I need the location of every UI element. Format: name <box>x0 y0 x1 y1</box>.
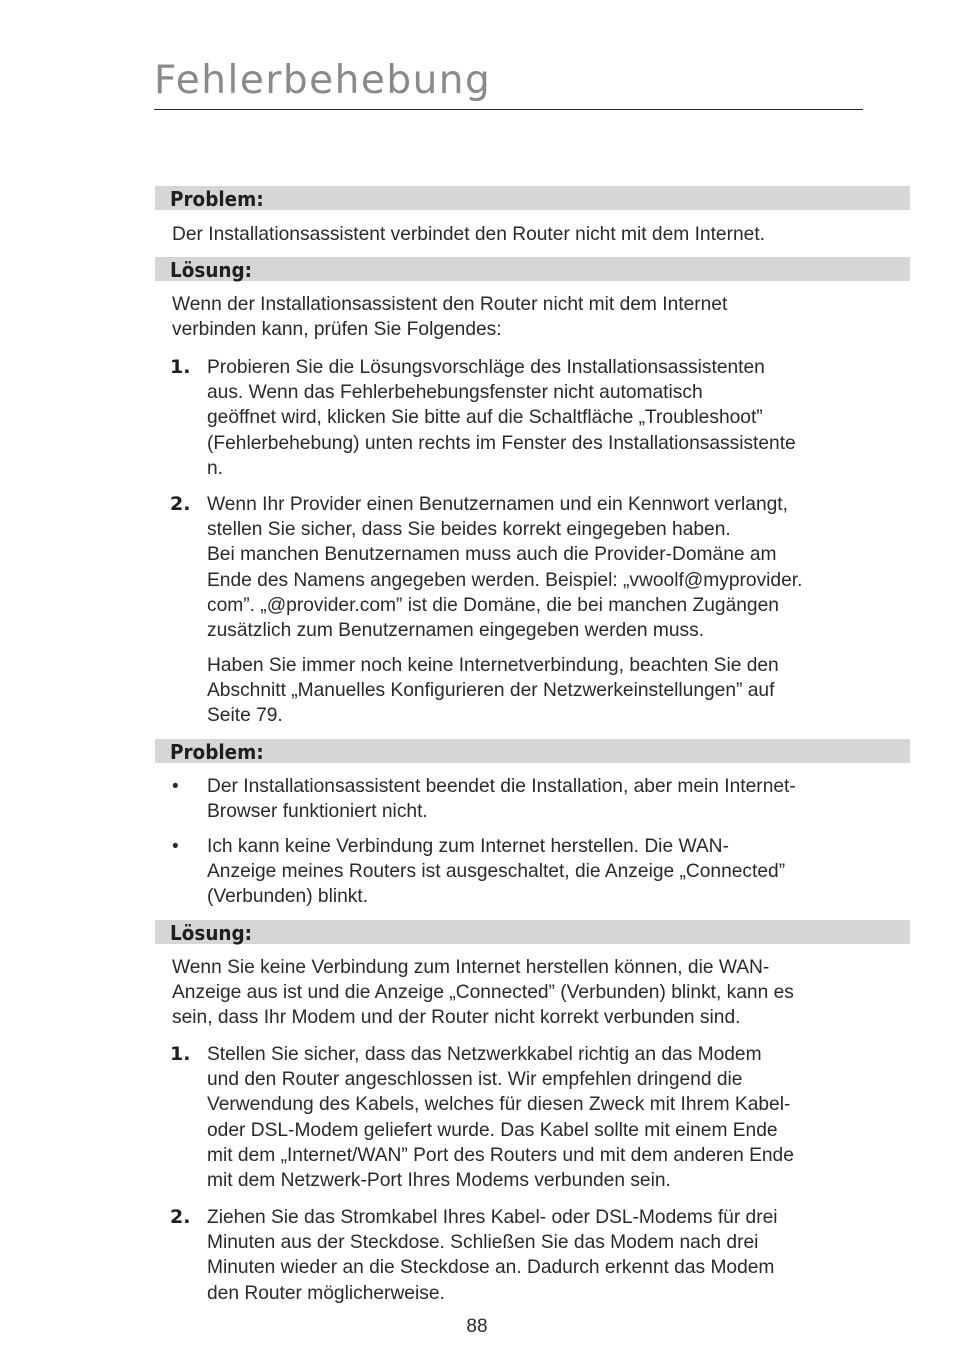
title-divider <box>154 109 863 110</box>
text-line: mit dem „Internet/WAN” Port des Routers und mit dem anderen Ende <box>207 1144 794 1166</box>
problem-header <box>155 186 910 210</box>
list-item <box>207 1205 912 1306</box>
text-line: Bei manchen Benutzernamen muss auch die Provider-Domäne am <box>207 544 777 566</box>
list-number: 2. <box>170 493 191 515</box>
text-line: stellen Sie sicher, dass Sie beides korrekt eingegeben haben. <box>207 519 731 541</box>
text-line: mit dem Netzwerk-Port Ihres Modems verbunden sein. <box>207 1170 671 1192</box>
list-item-note <box>207 653 912 729</box>
bullet-icon: • <box>172 776 179 797</box>
text-line: Browser funktioniert nicht. <box>207 801 428 823</box>
bullet-item <box>207 774 912 824</box>
text-line: n. <box>207 457 224 479</box>
text-line: Haben Sie immer noch keine Internetverbindung, beachten Sie den <box>207 655 779 676</box>
problem-label: Problem: <box>170 187 264 211</box>
text-line: aus. Wenn das Fehlerbehebungsfenster nicht automatisch <box>207 382 703 404</box>
problem-header <box>155 739 910 763</box>
solution-header <box>155 257 910 281</box>
text-line: com”. „@provider.com” ist die Domäne, die bei manchen Zugängen <box>207 594 779 616</box>
text-line: Abschnitt „Manuelles Konfigurieren der Netzwerkeinstellungen” auf <box>207 680 775 702</box>
problem-label: Problem: <box>170 740 264 764</box>
text-line: Ende des Namens angegeben werden. Beispiel: „vwoolf@myprovider. <box>207 569 803 591</box>
text-line: Wenn der Installationsassistent den Router nicht mit dem Internet <box>172 294 728 315</box>
text-line: Probieren Sie die Lösungsvorschläge des Installationsassistenten <box>207 357 765 378</box>
text-line: Minuten wieder an die Steckdose an. Dadurch erkennt das Modem <box>207 1257 775 1279</box>
list-number: 2. <box>170 1206 191 1228</box>
list-item <box>207 355 912 481</box>
text-line: den Router möglicherweise. <box>207 1282 445 1304</box>
text-line: Stellen Sie sicher, dass das Netzwerkkabel richtig an das Modem <box>207 1044 762 1065</box>
bullet-item <box>207 834 912 910</box>
list-number: 1. <box>170 356 191 378</box>
text-line: Seite 79. <box>207 705 283 727</box>
text-line: und den Router angeschlossen ist. Wir empfehlen dringend die <box>207 1069 743 1091</box>
text-line: geöffnet wird, klicken Sie bitte auf die Schaltfläche „Troubleshoot” <box>207 407 763 429</box>
text-line: Anzeige aus ist und die Anzeige „Connected” (Verbunden) blinkt, kann es <box>172 982 794 1004</box>
page-title: Fehlerbehebung <box>154 58 492 103</box>
bullet-icon: • <box>172 836 179 857</box>
text-line: sein, dass Ihr Modem und der Router nicht korrekt verbunden sind. <box>172 1007 741 1029</box>
text-line: Ziehen Sie das Stromkabel Ihres Kabel- oder DSL-Modems für drei <box>207 1207 778 1228</box>
text-line: Wenn Sie keine Verbindung zum Internet herstellen können, die WAN- <box>172 957 770 978</box>
text-line: Verwendung des Kabels, welches für diesen Zweck mit Ihrem Kabel- <box>207 1094 791 1116</box>
problem-text: Der Installationsassistent verbindet den Router nicht mit dem Internet. <box>172 224 765 245</box>
text-line: zusätzlich zum Benutzernamen eingegeben werden muss. <box>207 620 705 642</box>
text-line: verbinden kann, prüfen Sie Folgendes: <box>172 319 502 341</box>
text-line: Wenn Ihr Provider einen Benutzernamen und ein Kennwort verlangt, <box>207 494 788 515</box>
list-item <box>207 492 912 643</box>
solution-label: Lösung: <box>170 921 253 945</box>
list-item <box>207 1042 912 1193</box>
text-line: (Fehlerbehebung) unten rechts im Fenster des Installationsassistente <box>207 432 796 454</box>
page-number: 88 <box>466 1316 488 1337</box>
text-line: Minuten aus der Steckdose. Schließen Sie das Modem nach drei <box>207 1232 759 1254</box>
solution-header <box>155 920 910 944</box>
list-number: 1. <box>170 1043 191 1065</box>
text-line: oder DSL-Modem geliefert wurde. Das Kabel sollte mit einem Ende <box>207 1119 778 1141</box>
text-line: Anzeige meines Routers ist ausgeschaltet, die Anzeige „Connected” <box>207 861 786 883</box>
text-line: (Verbunden) blinkt. <box>207 886 369 908</box>
text-line: Der Installationsassistent beendet die Installation, aber mein Internet- <box>207 776 796 797</box>
text-line: Ich kann keine Verbindung zum Internet herstellen. Die WAN- <box>207 836 729 857</box>
solution-label: Lösung: <box>170 258 253 282</box>
solution-intro <box>172 292 912 342</box>
solution-intro <box>172 955 912 1031</box>
